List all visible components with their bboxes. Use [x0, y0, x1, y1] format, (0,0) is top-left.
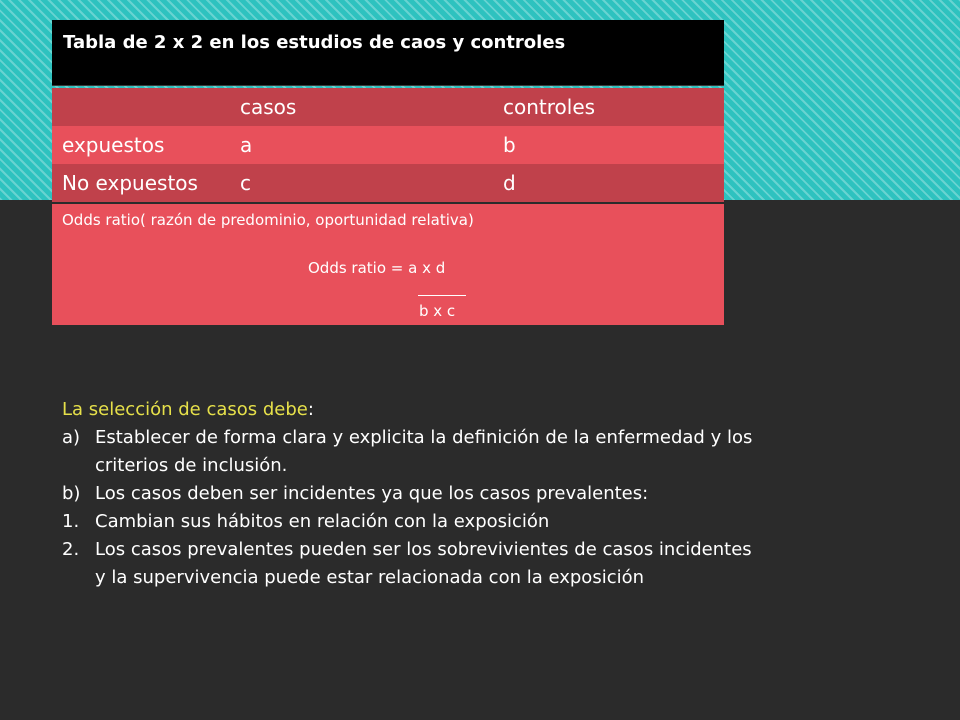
- odds-ratio-note: [52, 204, 724, 325]
- cell-b: b: [503, 133, 516, 157]
- list-item-text: Los casos prevalentes pueden ser los sobrevivientes de casos incidentes y la supervivencia puede estar relacionada con la exposición: [95, 539, 752, 588]
- table-row-no-expuestos: [52, 164, 724, 202]
- case-selection-section: [62, 396, 762, 592]
- row-label: expuestos: [62, 133, 165, 157]
- cell-d: d: [503, 171, 516, 195]
- list-item: [62, 424, 762, 480]
- header-cell-casos: casos: [240, 95, 297, 119]
- list-marker: b): [62, 483, 81, 504]
- table-row-expuestos: [52, 126, 724, 164]
- list-item-text: Los casos deben ser incidentes ya que los casos prevalentes:: [95, 483, 649, 504]
- formula-denominator: b x c: [419, 302, 456, 320]
- formula-numerator: Odds ratio = a x d: [308, 259, 446, 277]
- two-by-two-table: [52, 20, 724, 325]
- cell-c: c: [240, 171, 251, 195]
- list-marker: 1.: [62, 511, 80, 532]
- list-item-text: Cambian sus hábitos en relación con la exposición: [95, 511, 550, 532]
- section-heading: [62, 396, 762, 424]
- section-heading-colon: :: [307, 399, 314, 420]
- odds-ratio-description: Odds ratio( razón de predominio, oportunidad relativa): [62, 211, 474, 229]
- list-marker: a): [62, 427, 81, 448]
- table-title: Tabla de 2 x 2 en los estudios de caos y controles: [52, 20, 724, 86]
- table-header-row: [52, 88, 724, 126]
- cell-a: a: [240, 133, 253, 157]
- list-marker: 2.: [62, 539, 80, 560]
- header-cell-controles: controles: [503, 95, 596, 119]
- row-label: No expuestos: [62, 171, 198, 195]
- fraction-bar: [418, 295, 466, 296]
- section-heading-text: La selección de casos debe: [62, 399, 308, 420]
- list-item: [62, 508, 762, 536]
- list-item: [62, 480, 762, 508]
- list-item-text: Establecer de forma clara y explicita la definición de la enfermedad y los criterios de inclusión.: [95, 427, 753, 476]
- list-item: [62, 536, 762, 592]
